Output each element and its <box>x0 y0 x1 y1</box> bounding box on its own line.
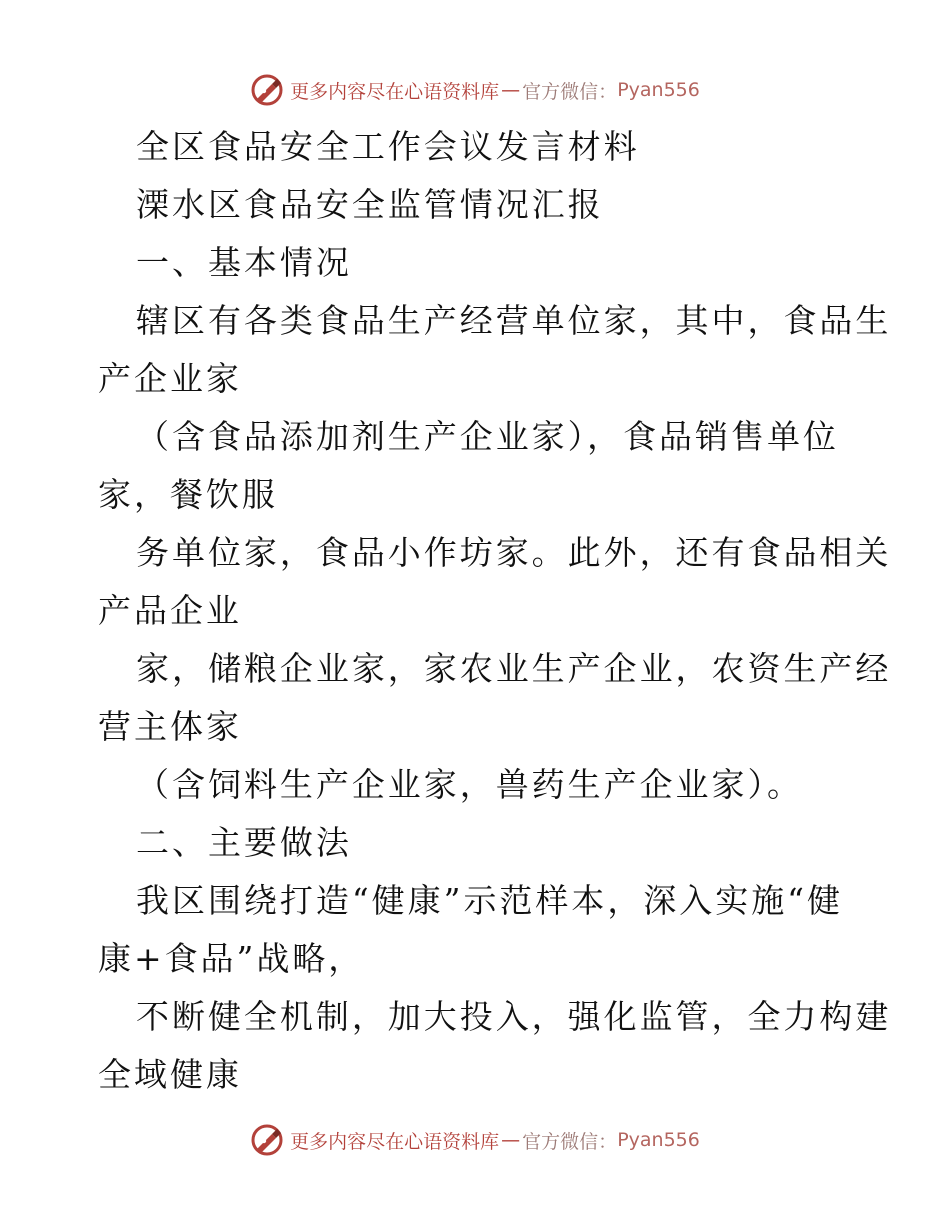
paragraph-line: （含饲料生产企业家，兽药生产企业家）。 <box>136 765 803 804</box>
document-title: 全区食品安全工作会议发言材料 <box>136 127 640 166</box>
paragraph-line: 产企业家 <box>98 359 242 398</box>
paragraph-line: 家，储粮企业家，家农业生产企业，农资生产经 <box>136 649 892 688</box>
section-heading-methods: 二、主要做法 <box>136 823 352 862</box>
paragraph-line: 全域健康 <box>98 1055 242 1094</box>
watermark-dash: — <box>501 1129 521 1151</box>
watermark-wechat-label: 官方微信： <box>522 80 618 103</box>
watermark-wechat-id: Pyan556 <box>617 79 700 101</box>
header-watermark <box>0 70 950 110</box>
paragraph-line: 家，餐饮服 <box>98 475 278 514</box>
footer-watermark <box>0 1120 950 1160</box>
paragraph-line: （含食品添加剂生产企业家），食品销售单位 <box>136 417 839 456</box>
paragraph-line: 营主体家 <box>98 707 242 746</box>
document-body <box>98 118 892 1104</box>
section-heading-basic: 一、基本情况 <box>136 243 352 282</box>
paragraph-line: 务单位家，食品小作坊家。此外，还有食品相关 <box>136 533 892 572</box>
watermark-brand: 更多内容尽在心语资料库 <box>290 80 500 103</box>
watermark-dash: — <box>501 79 521 101</box>
paragraph-line: 辖区有各类食品生产经营单位家，其中，食品生 <box>136 301 892 340</box>
document-subtitle: 溧水区食品安全监管情况汇报 <box>136 185 604 224</box>
pen-seal-icon <box>250 1123 284 1157</box>
pen-seal-icon <box>250 73 284 107</box>
paragraph-line: 我区围绕打造“健康”示范样本，深入实施“健 <box>136 881 843 920</box>
watermark-brand: 更多内容尽在心语资料库 <box>290 1130 500 1153</box>
paragraph-line: 产品企业 <box>98 591 242 630</box>
paragraph-line: 康+食品”战略， <box>98 939 365 978</box>
watermark-wechat-id: Pyan556 <box>617 1129 700 1151</box>
paragraph-line: 不断健全机制，加大投入，强化监管，全力构建 <box>136 997 892 1036</box>
watermark-wechat-label: 官方微信： <box>522 1130 618 1153</box>
